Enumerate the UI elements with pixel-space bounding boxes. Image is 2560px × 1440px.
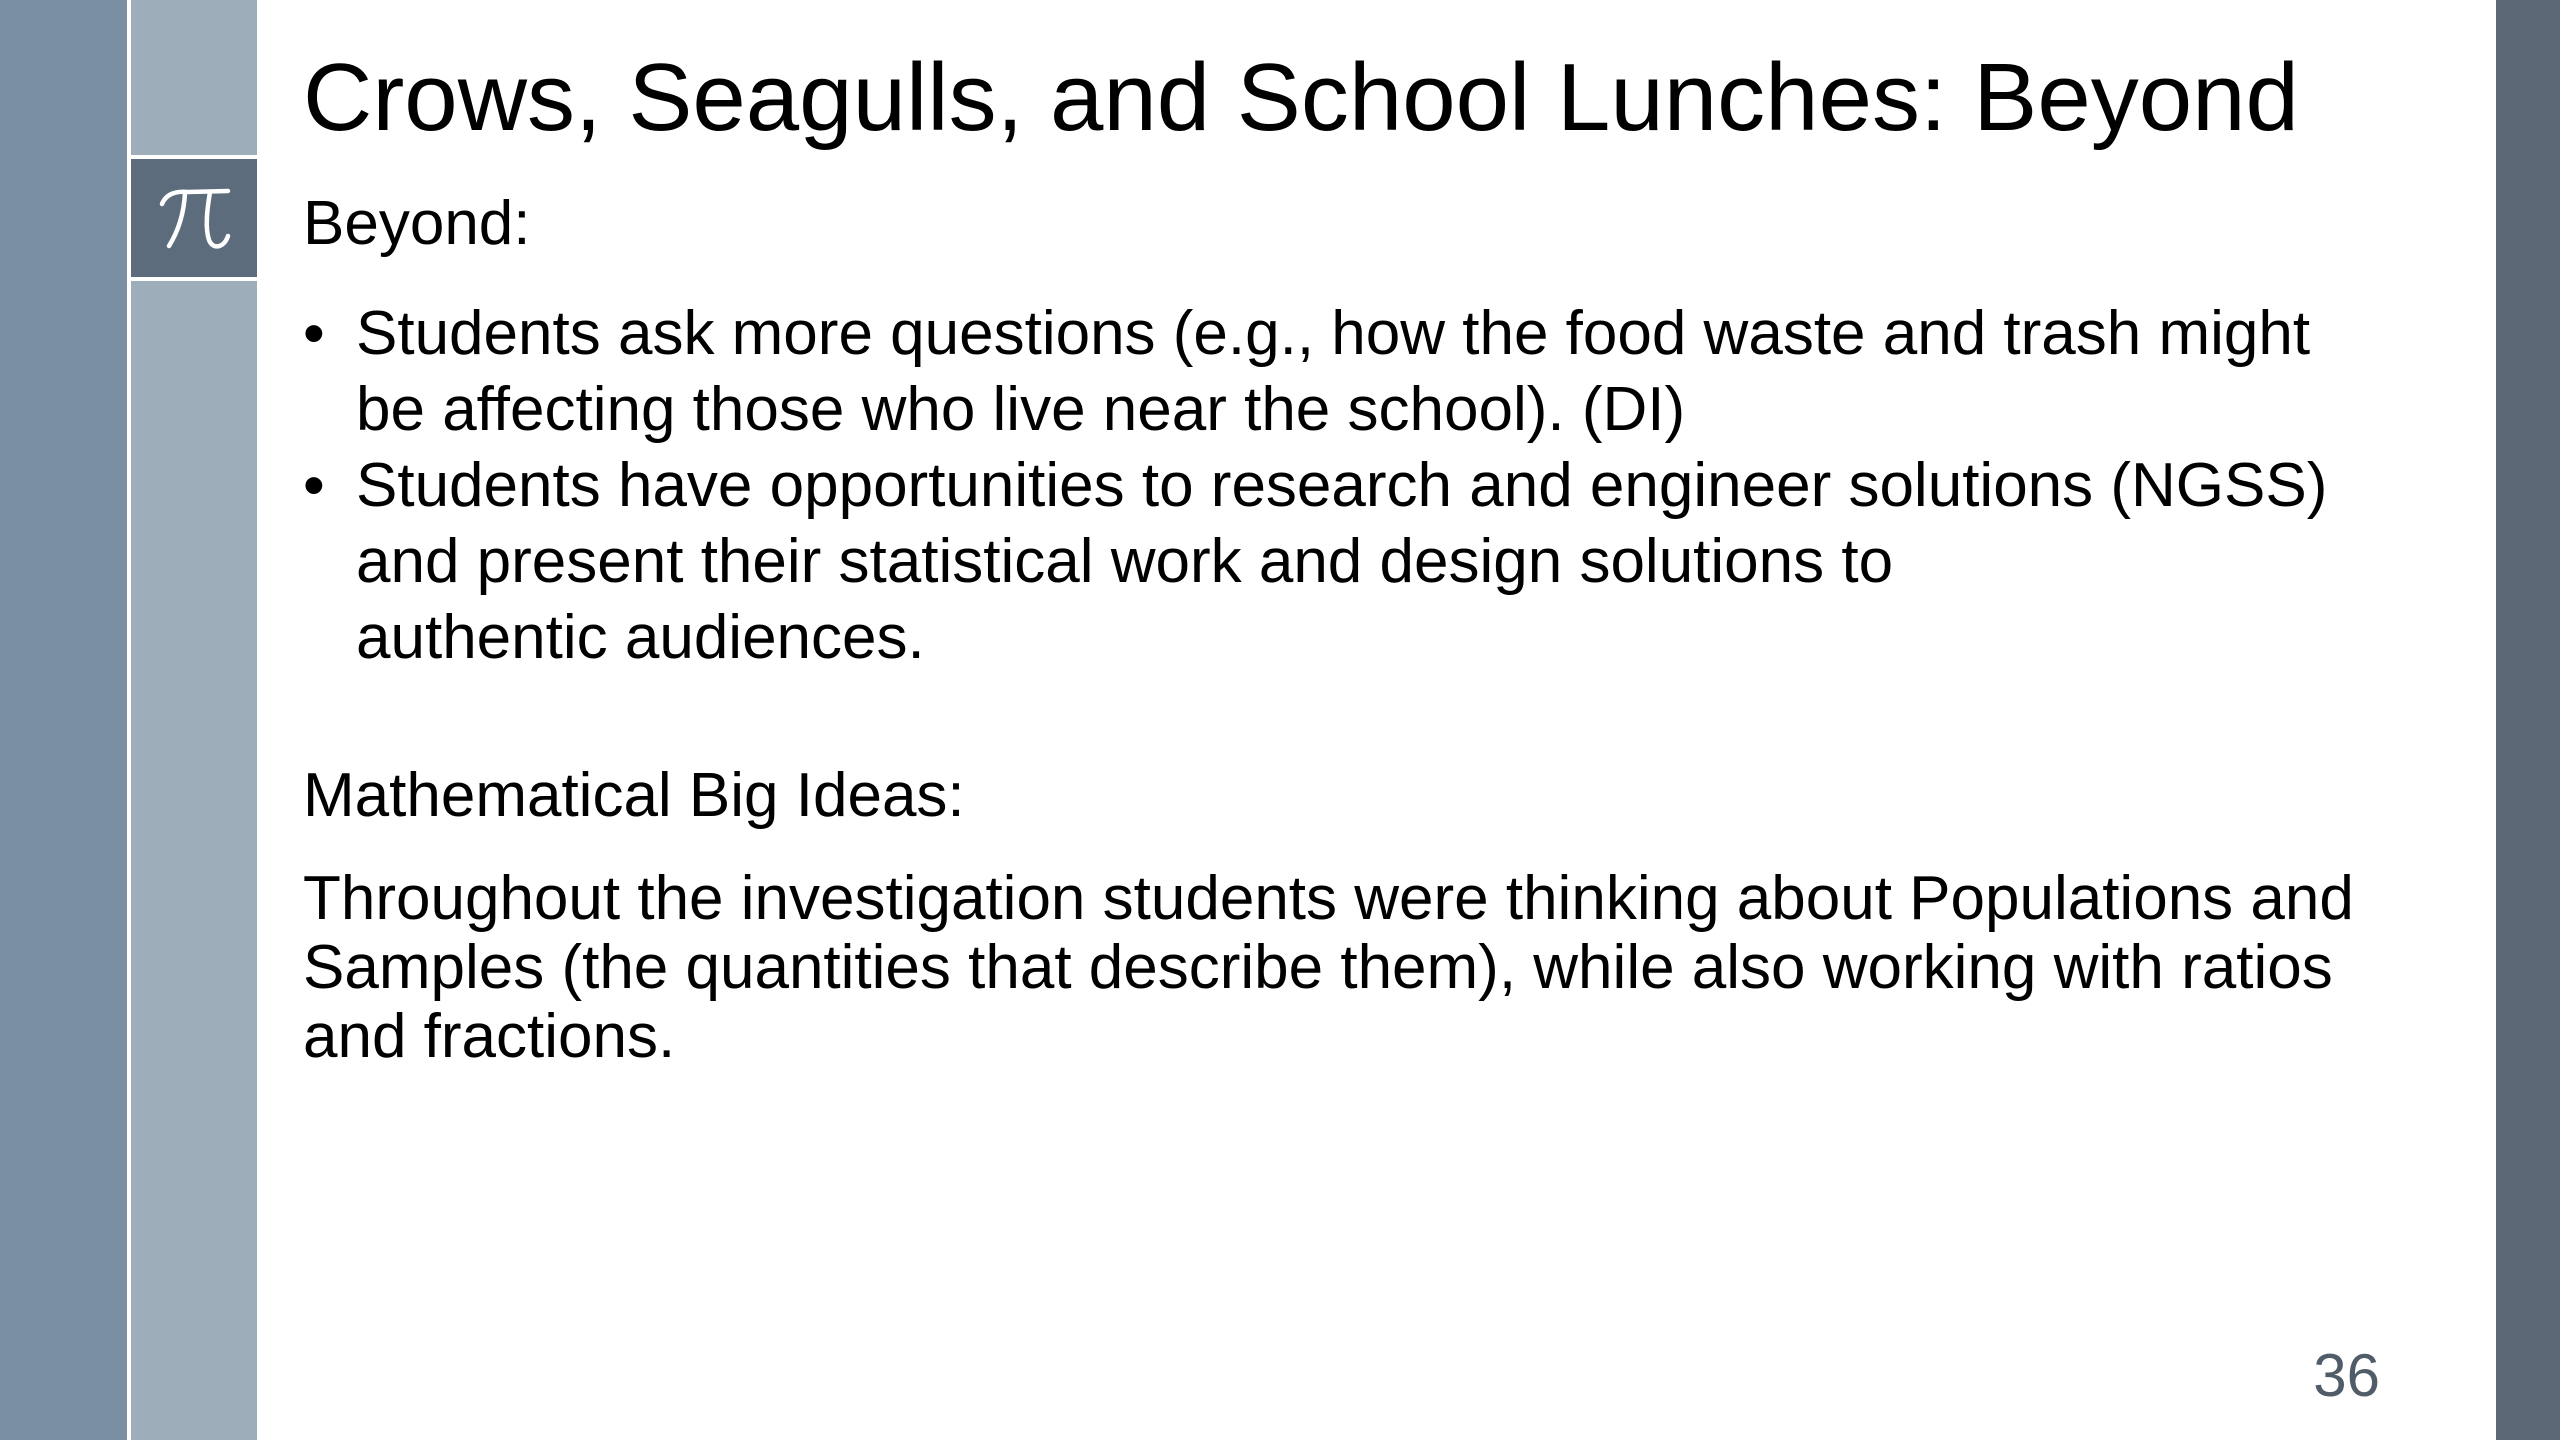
right-decorative-band — [2496, 0, 2560, 1440]
beyond-bullet-list — [303, 296, 2453, 676]
beyond-heading: Beyond: — [303, 189, 531, 258]
bullet-item — [303, 448, 2453, 676]
bullet-marker: • — [303, 299, 325, 368]
bullet-line: authentic audiences. — [356, 603, 925, 672]
page-number: 36 — [2313, 1342, 2380, 1409]
bullet-line: and present their statistical work and design solutions to — [356, 527, 1894, 596]
bullet-item — [303, 296, 2453, 448]
paragraph-line: Throughout the investigation students were thinking about Populations and — [303, 864, 2354, 933]
bullet-line: be affecting those who live near the school). (DI) — [356, 375, 1686, 444]
slide-title: Crows, Seagulls, and School Lunches: Beyond — [303, 44, 2299, 151]
pi-badge — [131, 155, 257, 281]
paragraph-line: and fractions. — [303, 1002, 676, 1071]
pi-symbol-icon — [154, 178, 234, 258]
bullet-line: Students ask more questions (e.g., how the food waste and trash might — [356, 299, 2311, 368]
big-ideas-paragraph — [303, 864, 2473, 1071]
bullet-line: Students have opportunities to research and engineer solutions (NGSS) — [356, 451, 2328, 520]
big-ideas-heading: Mathematical Big Ideas: — [303, 761, 965, 830]
bullet-marker: • — [303, 451, 325, 520]
paragraph-line: Samples (the quantities that describe them), while also working with ratios — [303, 933, 2333, 1002]
left-decorative-band — [0, 0, 127, 1440]
